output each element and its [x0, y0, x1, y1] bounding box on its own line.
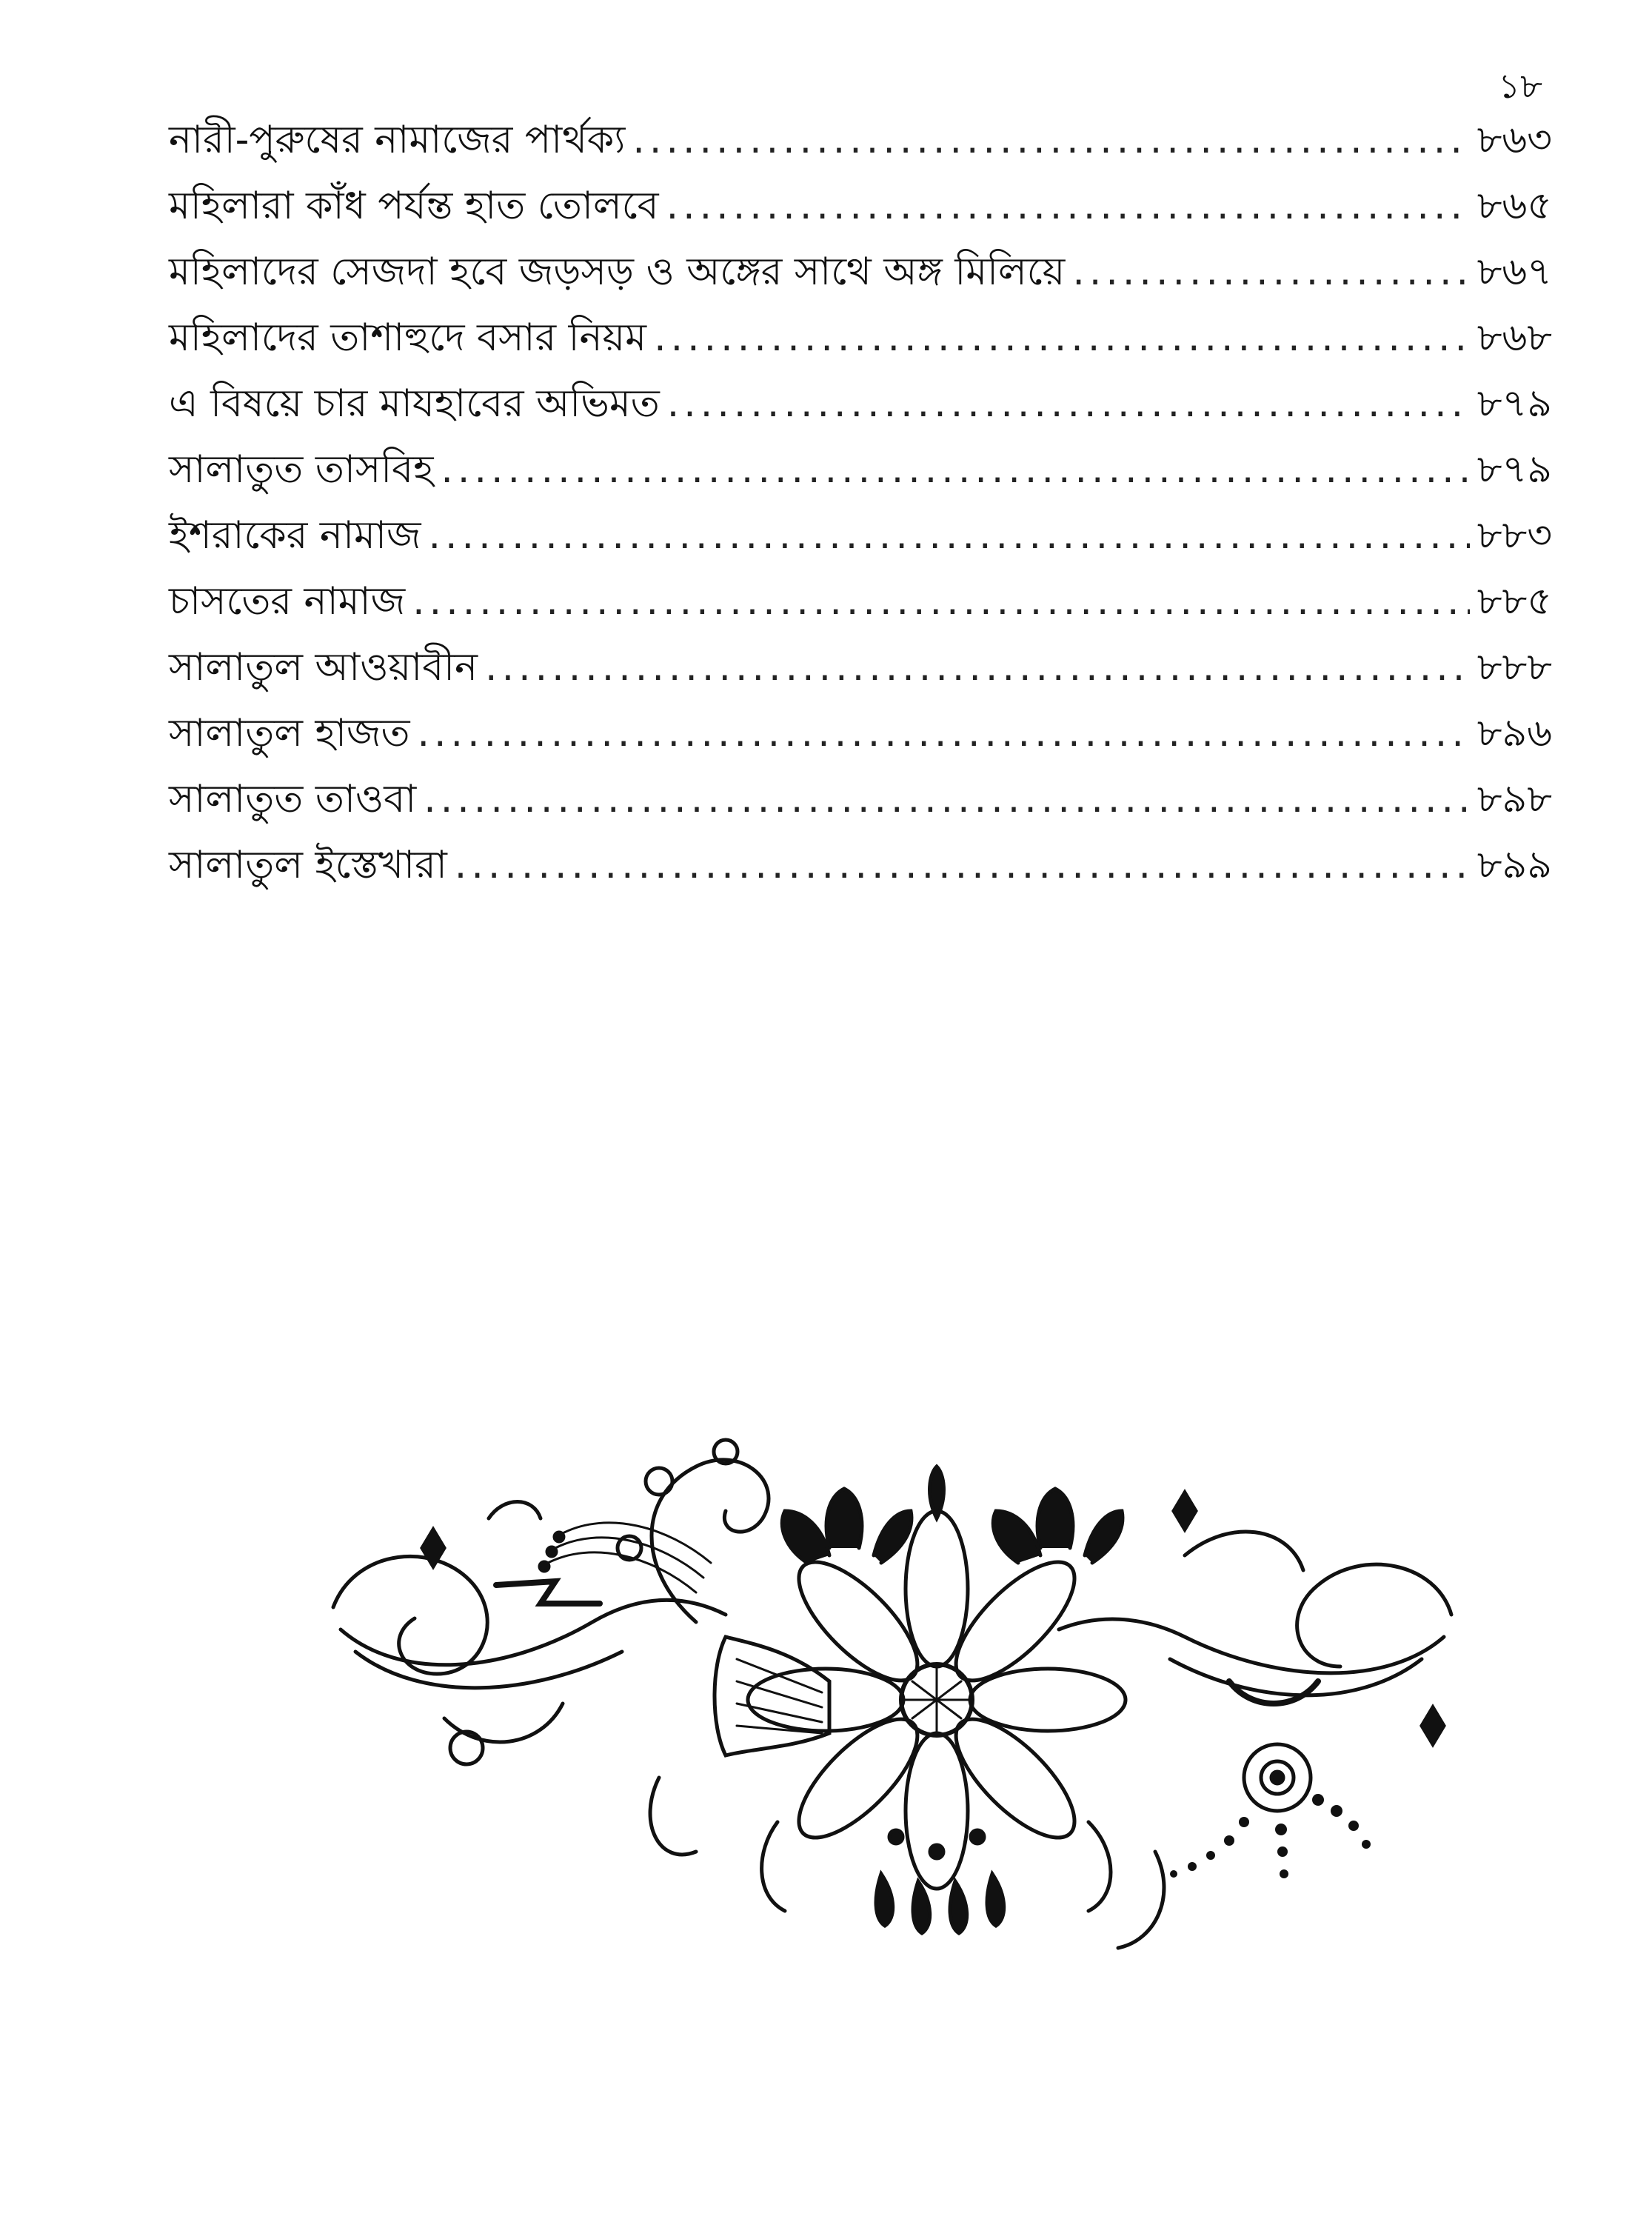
toc-page-number: ৮৯৬: [1477, 711, 1552, 755]
toc-row: [169, 505, 1552, 571]
toc-row: [169, 176, 1552, 241]
left-paisley-icon: [333, 1502, 726, 1765]
toc-page-number: ৮৬৫: [1477, 184, 1552, 228]
toc-page-number: ৮৬৭: [1477, 250, 1552, 294]
toc-row: [169, 373, 1552, 439]
toc-leader-dots: [418, 711, 1470, 755]
toc-row: [169, 769, 1552, 835]
page-number: ১৮: [1498, 66, 1542, 106]
toc-title: সালাতুল আওয়াবীন: [169, 645, 478, 690]
toc-leader-dots: [485, 645, 1470, 690]
toc-row: [169, 241, 1552, 307]
toc-title: সালাতুল হাজত: [169, 711, 410, 755]
upper-left-scroll-icon: [618, 1440, 769, 1622]
toc-title: মহিলাদের সেজদা হবে জড়সড় ও অঙ্গের সাথে অঙ্গ মিলিয়ে: [169, 250, 1066, 294]
toc-page-number: ৮৮৩: [1477, 513, 1552, 558]
left-cone-icon: [715, 1637, 829, 1755]
toc-row: [169, 439, 1552, 505]
toc-leader-dots: [429, 513, 1470, 558]
toc-row: [169, 637, 1552, 703]
toc-page-number: ৮৮৮: [1477, 645, 1552, 690]
toc-page-number: ৮৬৩: [1477, 118, 1552, 162]
toc-row: [169, 835, 1552, 901]
toc-leader-dots: [424, 777, 1470, 821]
toc-title: মহিলারা কাঁধ পর্যন্ত হাত তোলবে: [169, 184, 659, 228]
toc-title: মহিলাদের তাশাহুদে বসার নিয়ম: [169, 316, 647, 360]
toc-title: সালাতুত তাওবা: [169, 777, 417, 821]
toc-title: এ বিষয়ে চার মাযহাবের অভিমত: [169, 381, 660, 426]
toc-page-number: ৮৭৯: [1477, 381, 1552, 426]
toc-page-number: ৮৮৫: [1477, 579, 1552, 624]
dot-trail-icon: [1170, 1794, 1371, 1878]
toc-title: সালাতুত তাসবিহ: [169, 447, 434, 492]
toc-title: নারী-পুরুষের নামাজের পার্থক্য: [169, 118, 626, 162]
toc-leader-dots: [632, 118, 1469, 162]
toc-title: চাসতের নামাজ: [169, 579, 406, 624]
toc-leader-dots: [666, 184, 1470, 228]
central-flower-icon: [748, 1511, 1126, 1889]
upper-flowers-icon: [782, 1467, 1123, 1563]
toc-title: সালাতুল ইস্তেখারা: [169, 843, 447, 887]
toc-row: [169, 307, 1552, 373]
toc-page-number: ৮৬৮: [1477, 316, 1552, 360]
floral-ornament-icon: [311, 1437, 1466, 2015]
toc-row: [169, 571, 1552, 637]
toc-page-number: ৮৯৮: [1477, 777, 1552, 821]
rosette-icon: [1244, 1744, 1311, 1811]
toc-leader-dots: [412, 579, 1470, 624]
toc-page-number: ৮৯৯: [1477, 843, 1552, 887]
toc-leader-dots: [455, 843, 1470, 887]
toc-page-number: ৮৭৯: [1477, 447, 1552, 492]
toc-title: ইশরাকের নামাজ: [169, 513, 421, 558]
toc-leader-dots: [654, 316, 1470, 360]
table-of-contents: [169, 110, 1552, 901]
toc-leader-dots: [1072, 250, 1469, 294]
toc-row: [169, 703, 1552, 769]
toc-row: [169, 110, 1552, 176]
toc-leader-dots: [441, 447, 1469, 492]
toc-leader-dots: [667, 381, 1470, 426]
